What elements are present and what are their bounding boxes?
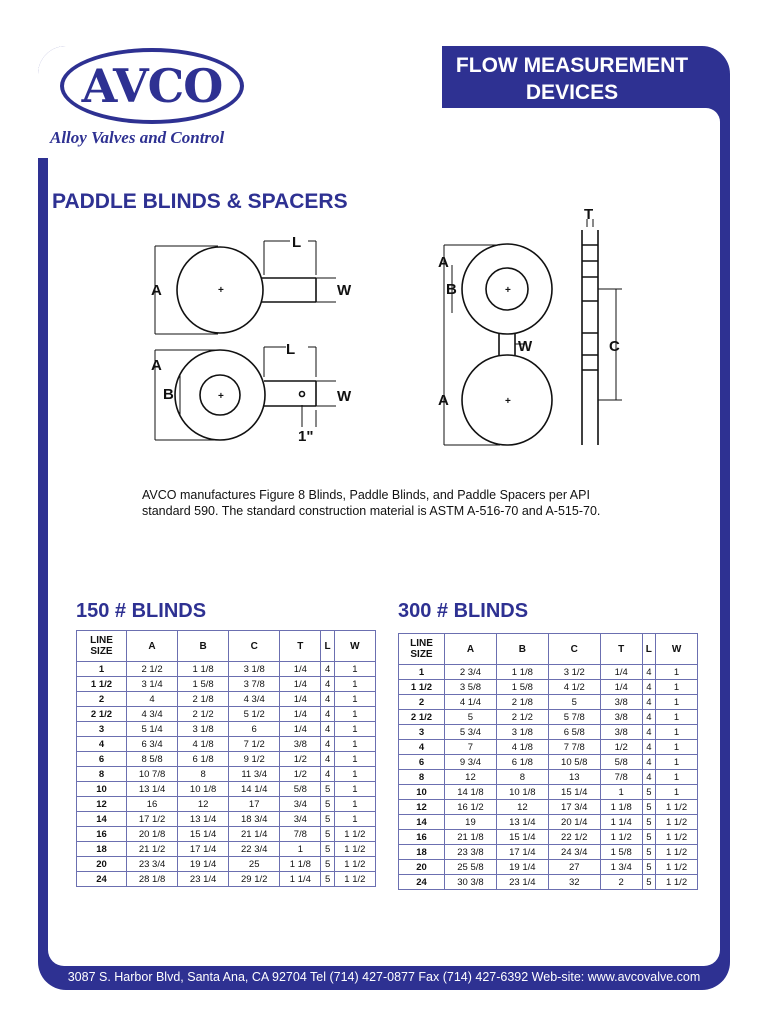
cell-b: 8 xyxy=(178,767,229,782)
cell-line-size: 24 xyxy=(399,875,445,890)
cell-a: 14 1/8 xyxy=(445,785,497,800)
cell-w: 1 1/2 xyxy=(334,842,375,857)
cell-a: 17 1/2 xyxy=(127,812,178,827)
cell-c: 22 1/2 xyxy=(548,830,600,845)
cell-a: 5 xyxy=(445,710,497,725)
cell-l: 5 xyxy=(321,797,334,812)
cell-c: 21 1/4 xyxy=(229,827,280,842)
cell-c: 20 1/4 xyxy=(548,815,600,830)
company-tagline: Alloy Valves and Control xyxy=(50,128,225,147)
header-line: LINE xyxy=(90,635,113,646)
cell-c: 29 1/2 xyxy=(229,872,280,887)
cell-line-size: 1 1/2 xyxy=(77,677,127,692)
cell-b: 3 1/8 xyxy=(178,722,229,737)
cell-l: 4 xyxy=(321,767,334,782)
label-w-fig8: W xyxy=(518,338,533,355)
cell-l: 4 xyxy=(321,722,334,737)
table-row xyxy=(399,710,698,725)
header-w: W xyxy=(334,631,375,662)
cell-b: 6 1/8 xyxy=(496,755,548,770)
cell-a: 25 5/8 xyxy=(445,860,497,875)
header-line: LINE xyxy=(410,638,433,649)
cell-a: 21 1/2 xyxy=(127,842,178,857)
cell-w: 1 xyxy=(656,695,698,710)
cell-line-size: 12 xyxy=(77,797,127,812)
cell-l: 4 xyxy=(642,695,655,710)
cell-w: 1 1/2 xyxy=(334,872,375,887)
label-b-fig8: B xyxy=(446,281,457,298)
cell-line-size: 20 xyxy=(399,860,445,875)
label-a-spacer: A xyxy=(151,357,162,374)
cell-a: 28 1/8 xyxy=(127,872,178,887)
cell-a: 13 1/4 xyxy=(127,782,178,797)
cell-l: 5 xyxy=(321,812,334,827)
cell-c: 32 xyxy=(548,875,600,890)
cell-line-size: 2 1/2 xyxy=(77,707,127,722)
cell-l: 4 xyxy=(321,677,334,692)
table-row xyxy=(399,875,698,890)
cell-w: 1 xyxy=(334,752,375,767)
cell-a: 8 5/8 xyxy=(127,752,178,767)
header-a: A xyxy=(445,634,497,665)
label-one-inch: 1" xyxy=(298,428,314,445)
cell-c: 15 1/4 xyxy=(548,785,600,800)
header-b: B xyxy=(496,634,548,665)
cell-l: 5 xyxy=(642,860,655,875)
header-t: T xyxy=(280,631,321,662)
cell-t: 2 xyxy=(600,875,642,890)
cell-l: 4 xyxy=(321,737,334,752)
cell-b: 19 1/4 xyxy=(496,860,548,875)
cell-a: 23 3/8 xyxy=(445,845,497,860)
cell-w: 1 xyxy=(656,785,698,800)
table-row xyxy=(399,830,698,845)
cell-l: 4 xyxy=(642,710,655,725)
cell-c: 9 1/2 xyxy=(229,752,280,767)
cell-b: 17 1/4 xyxy=(178,842,229,857)
cell-line-size: 24 xyxy=(77,872,127,887)
cell-b: 15 1/4 xyxy=(496,830,548,845)
cell-b: 8 xyxy=(496,770,548,785)
cell-a: 16 1/2 xyxy=(445,800,497,815)
intro-paragraph: AVCO manufactures Figure 8 Blinds, Paddle Blinds, and Paddle Spacers per API standard 590. The standard construction material is ASTM A-516-70 and A-515-70. xyxy=(142,488,601,518)
cell-t: 7/8 xyxy=(280,827,321,842)
cell-w: 1 xyxy=(656,755,698,770)
cell-w: 1 1/2 xyxy=(334,857,375,872)
cell-c: 5 1/2 xyxy=(229,707,280,722)
header-size: SIZE xyxy=(410,649,433,660)
table-header-row xyxy=(77,631,376,662)
table-row xyxy=(77,827,376,842)
cell-w: 1 1/2 xyxy=(656,830,698,845)
cell-l: 4 xyxy=(642,665,655,680)
cell-l: 4 xyxy=(321,692,334,707)
table-row xyxy=(77,857,376,872)
table-header-row xyxy=(399,634,698,665)
label-w-spacer: W xyxy=(337,388,352,405)
cell-l: 5 xyxy=(642,800,655,815)
cell-l: 4 xyxy=(321,752,334,767)
header-l: L xyxy=(321,631,334,662)
cell-a: 3 1/4 xyxy=(127,677,178,692)
header-c: C xyxy=(229,631,280,662)
cell-c: 7 7/8 xyxy=(548,740,600,755)
table-title-300: 300 # BLINDS xyxy=(398,600,529,622)
cell-w: 1 1/2 xyxy=(656,845,698,860)
cell-line-size: 2 1/2 xyxy=(399,710,445,725)
cell-t: 1 1/4 xyxy=(600,815,642,830)
label-c: C xyxy=(609,338,620,355)
table-row xyxy=(77,812,376,827)
cell-b: 4 1/8 xyxy=(178,737,229,752)
label-a-bottom: A xyxy=(438,392,449,409)
cell-t: 3/8 xyxy=(280,737,321,752)
cell-w: 1 xyxy=(334,737,375,752)
cell-a: 5 3/4 xyxy=(445,725,497,740)
cell-b: 10 1/8 xyxy=(178,782,229,797)
cell-a: 3 5/8 xyxy=(445,680,497,695)
header-a: A xyxy=(127,631,178,662)
label-t: T xyxy=(584,206,594,223)
cell-c: 3 1/8 xyxy=(229,662,280,677)
cell-t: 3/4 xyxy=(280,797,321,812)
cell-w: 1 xyxy=(334,707,375,722)
cell-c: 22 3/4 xyxy=(229,842,280,857)
cell-line-size: 3 xyxy=(399,725,445,740)
table-row xyxy=(399,740,698,755)
cell-c: 3 7/8 xyxy=(229,677,280,692)
cell-line-size: 2 xyxy=(77,692,127,707)
cell-line-size: 4 xyxy=(77,737,127,752)
cell-c: 6 xyxy=(229,722,280,737)
table-row xyxy=(77,692,376,707)
cell-t: 1 1/8 xyxy=(600,800,642,815)
table-row xyxy=(399,665,698,680)
cell-line-size: 14 xyxy=(399,815,445,830)
cell-b: 12 xyxy=(496,800,548,815)
blinds-300-table xyxy=(398,633,698,890)
cell-b: 2 1/2 xyxy=(496,710,548,725)
cell-b: 1 1/8 xyxy=(496,665,548,680)
cell-l: 5 xyxy=(642,830,655,845)
cell-a: 2 1/2 xyxy=(127,662,178,677)
cell-c: 3 1/2 xyxy=(548,665,600,680)
cell-l: 5 xyxy=(321,782,334,797)
header-w: W xyxy=(656,634,698,665)
cell-b: 2 1/2 xyxy=(178,707,229,722)
cell-l: 5 xyxy=(321,842,334,857)
svg-text:+: + xyxy=(218,285,224,296)
cell-a: 4 3/4 xyxy=(127,707,178,722)
cell-line-size: 1 xyxy=(399,665,445,680)
cell-c: 13 xyxy=(548,770,600,785)
cell-l: 4 xyxy=(642,770,655,785)
cell-t: 1 5/8 xyxy=(600,845,642,860)
cell-a: 16 xyxy=(127,797,178,812)
cell-t: 1/2 xyxy=(280,767,321,782)
label-a-paddle: A xyxy=(151,282,162,299)
header-l: L xyxy=(642,634,655,665)
svg-text:+: + xyxy=(218,391,224,402)
label-w-paddle: W xyxy=(337,282,352,299)
cell-w: 1 xyxy=(334,782,375,797)
cell-b: 2 1/8 xyxy=(496,695,548,710)
cell-t: 1 1/8 xyxy=(280,857,321,872)
svg-text:+: + xyxy=(505,285,511,296)
cell-t: 1/4 xyxy=(280,707,321,722)
cell-line-size: 18 xyxy=(77,842,127,857)
table-row xyxy=(399,725,698,740)
cell-c: 5 7/8 xyxy=(548,710,600,725)
cell-line-size: 4 xyxy=(399,740,445,755)
table-row xyxy=(399,770,698,785)
cell-c: 27 xyxy=(548,860,600,875)
cell-a: 21 1/8 xyxy=(445,830,497,845)
cell-line-size: 8 xyxy=(77,767,127,782)
cell-line-size: 1 xyxy=(77,662,127,677)
paddle-blind-diagram xyxy=(140,205,640,455)
cell-l: 5 xyxy=(642,845,655,860)
cell-line-size: 16 xyxy=(77,827,127,842)
cell-t: 1/2 xyxy=(280,752,321,767)
cell-b: 19 1/4 xyxy=(178,857,229,872)
cell-l: 4 xyxy=(642,755,655,770)
figure-8-blind-drawing xyxy=(438,206,622,445)
cell-l: 5 xyxy=(642,815,655,830)
cell-l: 5 xyxy=(642,785,655,800)
cell-w: 1 xyxy=(656,665,698,680)
cell-w: 1 xyxy=(656,770,698,785)
cell-c: 6 5/8 xyxy=(548,725,600,740)
cell-a: 2 3/4 xyxy=(445,665,497,680)
cell-line-size: 10 xyxy=(77,782,127,797)
cell-b: 1 5/8 xyxy=(178,677,229,692)
cell-a: 19 xyxy=(445,815,497,830)
cell-b: 13 1/4 xyxy=(178,812,229,827)
cell-w: 1 1/2 xyxy=(656,875,698,890)
table-row xyxy=(77,782,376,797)
table-row xyxy=(399,755,698,770)
cell-a: 6 3/4 xyxy=(127,737,178,752)
cell-l: 4 xyxy=(642,725,655,740)
cell-t: 1 1/4 xyxy=(280,872,321,887)
table-row xyxy=(399,785,698,800)
cell-w: 1 xyxy=(334,677,375,692)
cell-b: 4 1/8 xyxy=(496,740,548,755)
cell-a: 30 3/8 xyxy=(445,875,497,890)
cell-w: 1 xyxy=(656,680,698,695)
cell-a: 7 xyxy=(445,740,497,755)
cell-c: 14 1/4 xyxy=(229,782,280,797)
cell-a: 9 3/4 xyxy=(445,755,497,770)
cell-line-size: 6 xyxy=(399,755,445,770)
cell-b: 12 xyxy=(178,797,229,812)
table-row xyxy=(77,752,376,767)
paddle-spacer-drawing xyxy=(151,341,352,445)
cell-l: 4 xyxy=(321,662,334,677)
cell-l: 5 xyxy=(642,875,655,890)
table-row xyxy=(399,695,698,710)
table-row xyxy=(77,722,376,737)
table-row xyxy=(77,797,376,812)
cell-w: 1 1/2 xyxy=(656,815,698,830)
cell-line-size: 2 xyxy=(399,695,445,710)
cell-b: 23 1/4 xyxy=(496,875,548,890)
cell-c: 17 3/4 xyxy=(548,800,600,815)
table-row xyxy=(399,800,698,815)
cell-l: 5 xyxy=(321,827,334,842)
section-title: PADDLE BLINDS & SPACERS xyxy=(52,190,348,213)
cell-w: 1 xyxy=(656,710,698,725)
label-b-spacer: B xyxy=(163,386,174,403)
cell-l: 5 xyxy=(321,872,334,887)
cell-c: 10 5/8 xyxy=(548,755,600,770)
label-l-paddle: L xyxy=(292,234,302,251)
cell-t: 3/8 xyxy=(600,725,642,740)
cell-b: 17 1/4 xyxy=(496,845,548,860)
cell-w: 1 1/2 xyxy=(656,800,698,815)
table-row xyxy=(399,860,698,875)
cell-t: 1/4 xyxy=(280,677,321,692)
header-line-size xyxy=(399,634,445,665)
cell-t: 5/8 xyxy=(600,755,642,770)
cell-b: 1 5/8 xyxy=(496,680,548,695)
header-b: B xyxy=(178,631,229,662)
table-row xyxy=(399,680,698,695)
cell-a: 12 xyxy=(445,770,497,785)
cell-a: 10 7/8 xyxy=(127,767,178,782)
cell-b: 23 1/4 xyxy=(178,872,229,887)
cell-b: 13 1/4 xyxy=(496,815,548,830)
cell-a: 20 1/8 xyxy=(127,827,178,842)
cell-a: 5 1/4 xyxy=(127,722,178,737)
footer-contact: 3087 S. Harbor Blvd, Santa Ana, CA 92704 Tel (714) 427-0877 Fax (714) 427-6392 Web-site: www.avcovalve.com xyxy=(67,970,701,984)
table-title-150: 150 # BLINDS xyxy=(76,600,207,622)
cell-line-size: 20 xyxy=(77,857,127,872)
cell-t: 3/4 xyxy=(280,812,321,827)
cell-t: 1/4 xyxy=(280,722,321,737)
cell-w: 1 xyxy=(656,725,698,740)
avco-logo xyxy=(60,48,244,124)
cell-b: 1 1/8 xyxy=(178,662,229,677)
cell-t: 5/8 xyxy=(280,782,321,797)
cell-w: 1 xyxy=(334,812,375,827)
cell-t: 1 3/4 xyxy=(600,860,642,875)
cell-t: 1 1/2 xyxy=(600,830,642,845)
header-title xyxy=(432,52,712,106)
cell-w: 1 xyxy=(334,662,375,677)
cell-line-size: 16 xyxy=(399,830,445,845)
cell-t: 1/2 xyxy=(600,740,642,755)
cell-b: 10 1/8 xyxy=(496,785,548,800)
cell-line-size: 10 xyxy=(399,785,445,800)
label-a-top: A xyxy=(438,254,449,271)
cell-t: 1/4 xyxy=(280,662,321,677)
cell-line-size: 1 1/2 xyxy=(399,680,445,695)
paddle-blind-drawing xyxy=(151,234,352,334)
cell-w: 1 1/2 xyxy=(656,860,698,875)
cell-a: 4 xyxy=(127,692,178,707)
table-row xyxy=(77,677,376,692)
cell-c: 11 3/4 xyxy=(229,767,280,782)
cell-c: 25 xyxy=(229,857,280,872)
cell-line-size: 8 xyxy=(399,770,445,785)
logo-text: AVCO xyxy=(81,59,223,113)
cell-w: 1 xyxy=(334,692,375,707)
cell-line-size: 12 xyxy=(399,800,445,815)
cell-a: 23 3/4 xyxy=(127,857,178,872)
cell-w: 1 xyxy=(656,740,698,755)
cell-w: 1 1/2 xyxy=(334,827,375,842)
cell-line-size: 14 xyxy=(77,812,127,827)
table-row xyxy=(77,737,376,752)
cell-c: 5 xyxy=(548,695,600,710)
header-title-line2: DEVICES xyxy=(525,81,619,104)
cell-line-size: 18 xyxy=(399,845,445,860)
cell-line-size: 6 xyxy=(77,752,127,767)
cell-w: 1 xyxy=(334,797,375,812)
cell-b: 6 1/8 xyxy=(178,752,229,767)
blinds-150-table xyxy=(76,630,376,887)
table-row xyxy=(77,767,376,782)
header-title-line1: FLOW MEASUREMENT xyxy=(455,54,689,77)
cell-l: 4 xyxy=(321,707,334,722)
cell-t: 1/4 xyxy=(600,680,642,695)
cell-t: 7/8 xyxy=(600,770,642,785)
cell-l: 4 xyxy=(642,680,655,695)
cell-a: 4 1/4 xyxy=(445,695,497,710)
cell-b: 3 1/8 xyxy=(496,725,548,740)
cell-t: 1 xyxy=(600,785,642,800)
header-t: T xyxy=(600,634,642,665)
cell-t: 3/8 xyxy=(600,710,642,725)
cell-c: 4 3/4 xyxy=(229,692,280,707)
table-row xyxy=(77,842,376,857)
cell-t: 1 xyxy=(280,842,321,857)
cell-c: 17 xyxy=(229,797,280,812)
table-row xyxy=(77,662,376,677)
cell-l: 5 xyxy=(321,857,334,872)
table-row xyxy=(77,872,376,887)
header-line-size xyxy=(77,631,127,662)
cell-b: 15 1/4 xyxy=(178,827,229,842)
cell-t: 3/8 xyxy=(600,695,642,710)
cell-c: 7 1/2 xyxy=(229,737,280,752)
table-row xyxy=(77,707,376,722)
cell-w: 1 xyxy=(334,722,375,737)
cell-t: 1/4 xyxy=(600,665,642,680)
cell-t: 1/4 xyxy=(280,692,321,707)
cell-l: 4 xyxy=(642,740,655,755)
table-row xyxy=(399,845,698,860)
cell-c: 4 1/2 xyxy=(548,680,600,695)
svg-text:+: + xyxy=(505,396,511,407)
cell-b: 2 1/8 xyxy=(178,692,229,707)
label-l-spacer: L xyxy=(286,341,296,358)
cell-line-size: 3 xyxy=(77,722,127,737)
table-row xyxy=(399,815,698,830)
cell-c: 18 3/4 xyxy=(229,812,280,827)
cell-w: 1 xyxy=(334,767,375,782)
header-c: C xyxy=(548,634,600,665)
header-size: SIZE xyxy=(90,646,113,657)
cell-c: 24 3/4 xyxy=(548,845,600,860)
